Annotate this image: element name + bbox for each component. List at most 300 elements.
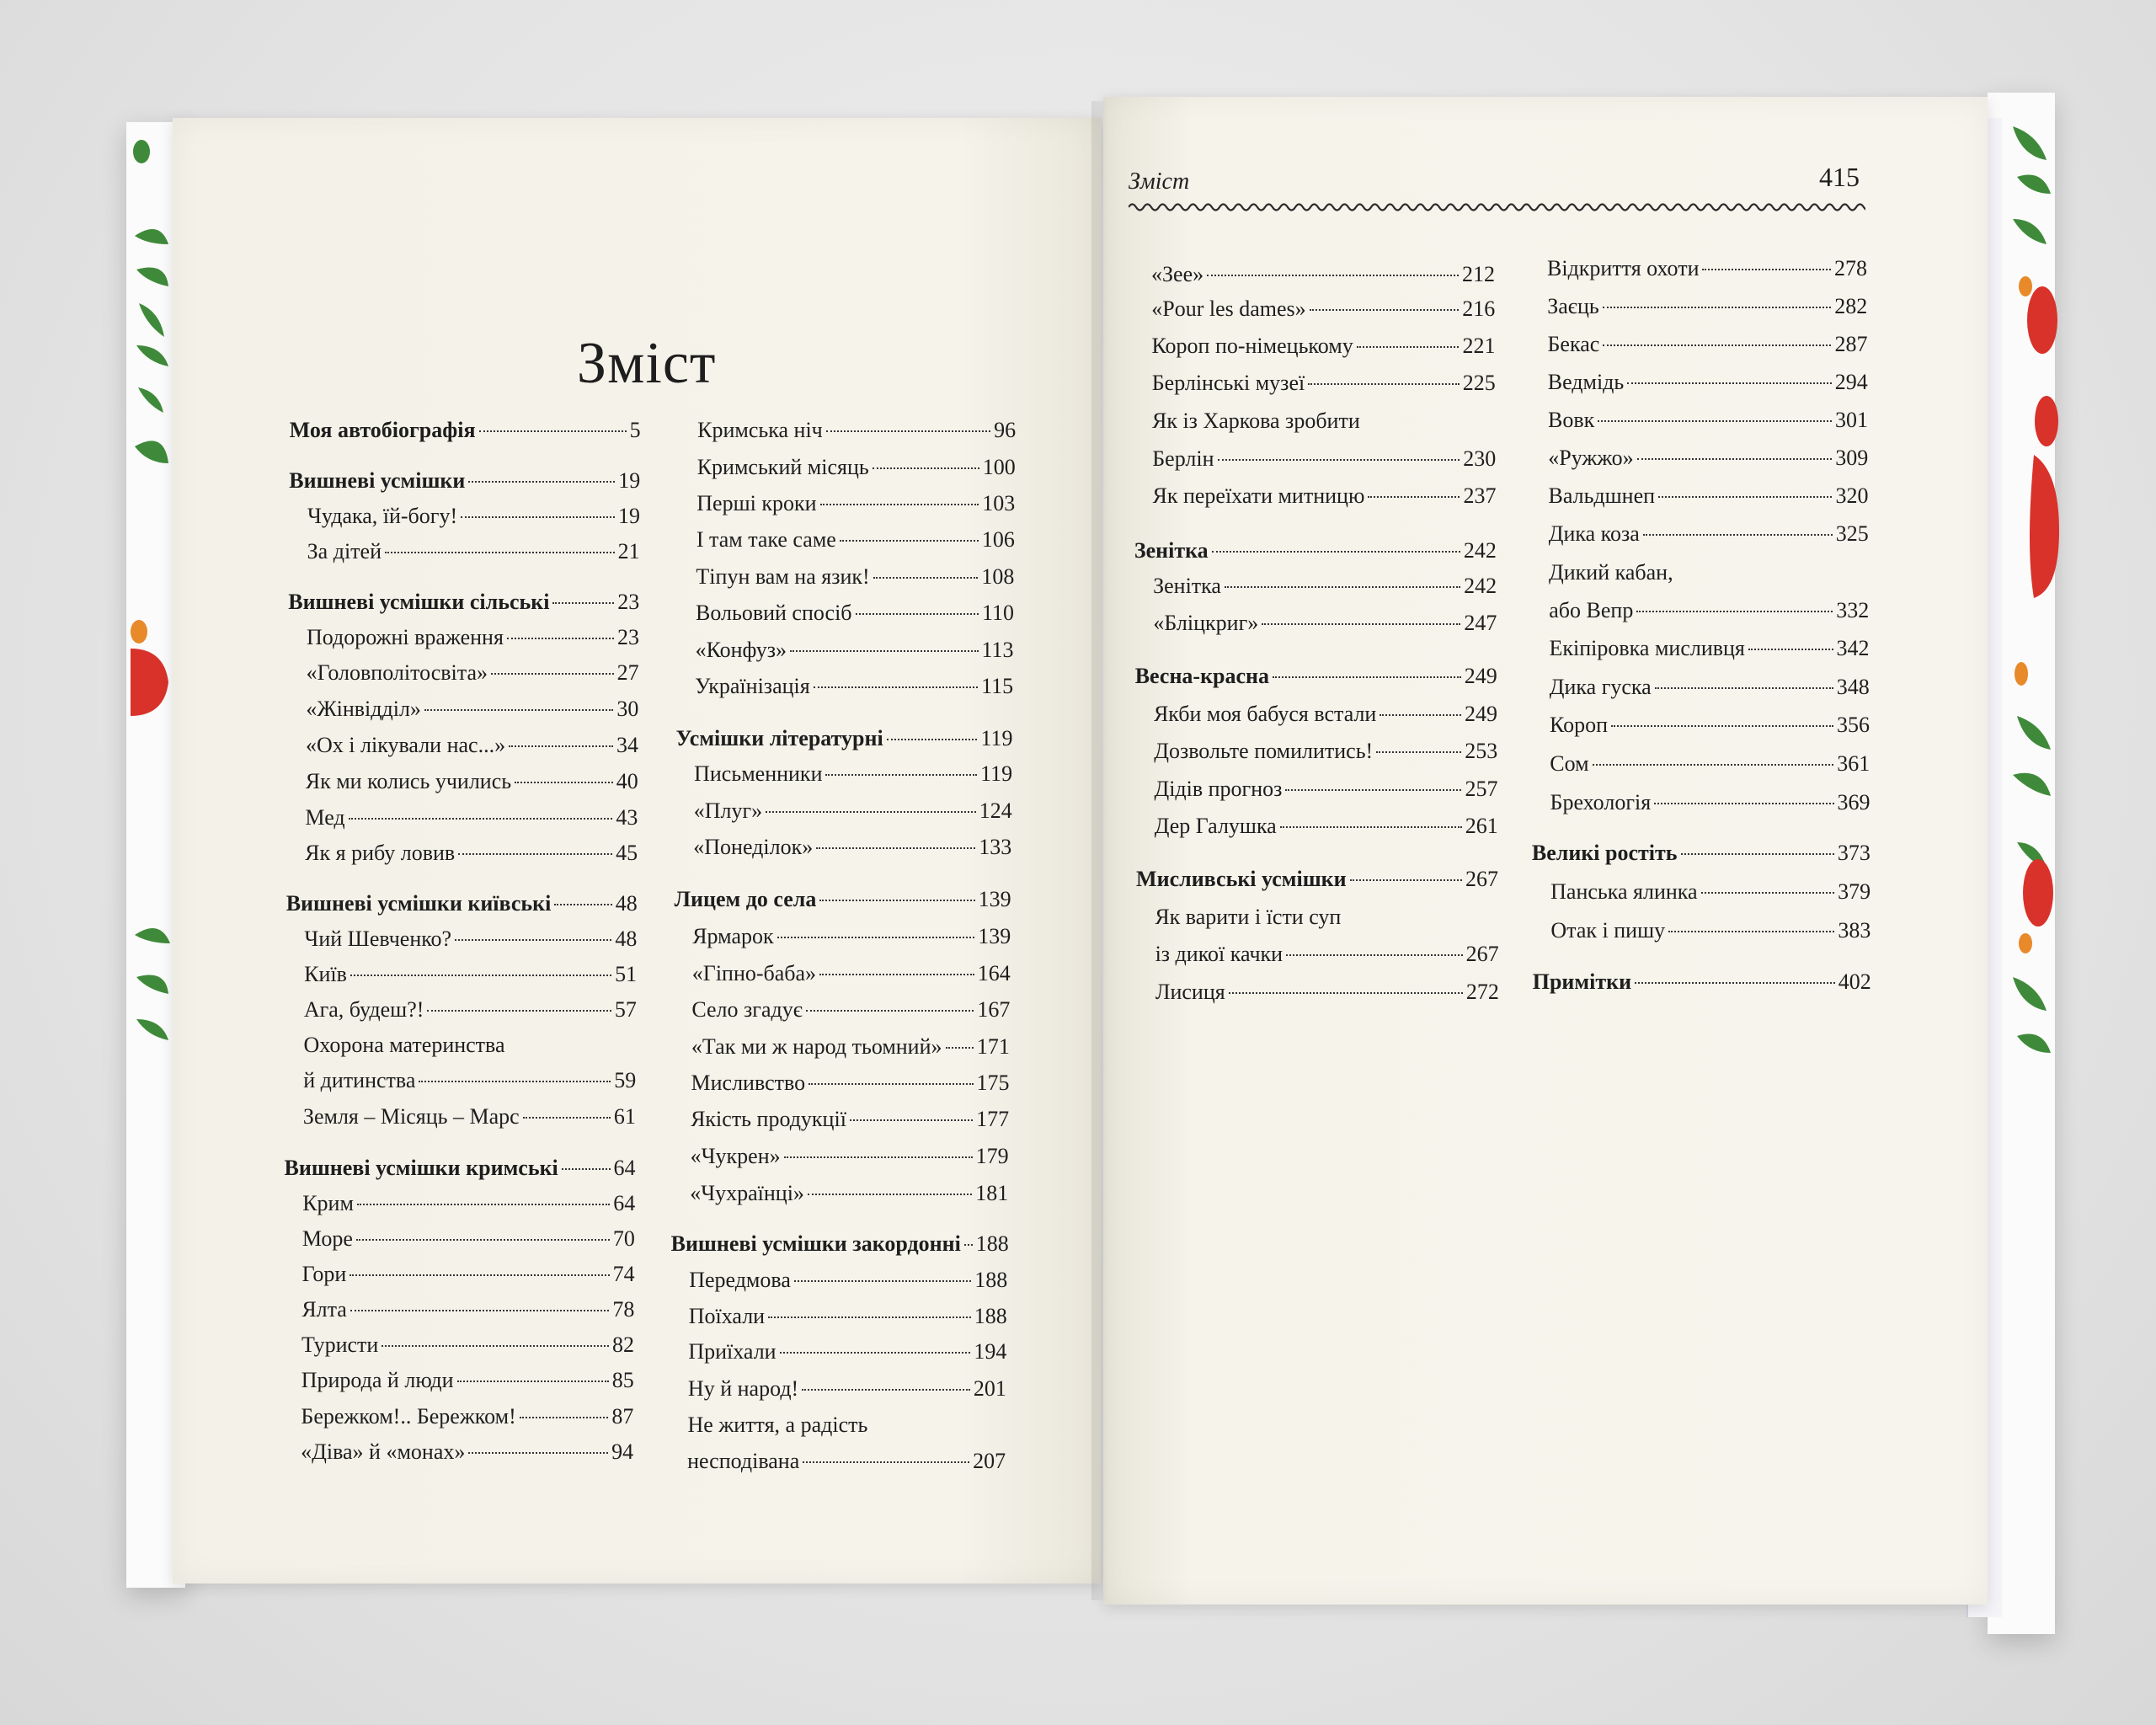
dot-leader [784, 1156, 973, 1158]
toc-entry [305, 805, 638, 830]
dot-leader [1207, 275, 1459, 276]
toc-entry [1151, 296, 1495, 322]
toc-entry-page: 124 [979, 798, 1012, 823]
toc-entry [688, 1376, 1006, 1402]
toc-entry-page: 216 [1462, 296, 1496, 321]
toc-entry-title: Вишневі усмішки кримські [284, 1156, 558, 1180]
toc-entry-title: Туристи [302, 1332, 379, 1357]
toc-entry-page: 74 [612, 1262, 635, 1286]
toc-entry-page: 249 [1464, 664, 1497, 688]
toc-entry-page: 78 [612, 1297, 635, 1322]
toc-entry [691, 1034, 1010, 1060]
dot-leader [1611, 725, 1833, 727]
toc-entry-page: 19 [617, 504, 640, 528]
toc-entry-page: 100 [982, 455, 1016, 479]
toc-entry-title: «Бліцкриг» [1153, 611, 1259, 635]
dot-leader [1308, 383, 1460, 385]
dot-leader [1603, 344, 1831, 346]
toc-entry-page: 225 [1462, 371, 1496, 395]
toc-entry-page: 179 [975, 1144, 1009, 1168]
toc-entry [307, 625, 639, 650]
toc-entry-title: Вишневі усмішки сільські [288, 590, 550, 614]
toc-entry-title: Лицем до села [674, 887, 817, 911]
toc-entry [1155, 814, 1498, 839]
toc-entry-page: 96 [994, 418, 1017, 442]
toc-entry-title: Берлін [1152, 446, 1214, 471]
dot-leader [1280, 826, 1462, 828]
toc-entry-title: Село згадує [691, 997, 803, 1022]
toc-entry-title: Ведмідь [1547, 370, 1625, 394]
toc-entry-title: Не життя, а радість [687, 1413, 868, 1437]
dot-leader [1380, 714, 1461, 716]
dot-leader [873, 577, 979, 579]
dot-leader [455, 939, 611, 941]
toc-entry-page: 164 [977, 961, 1011, 985]
toc-entry-page: 201 [973, 1376, 1006, 1401]
toc-entry-title: «Ох і лікували нас...» [306, 733, 506, 757]
dot-leader [820, 504, 979, 505]
toc-entry [1153, 574, 1497, 599]
toc-entry-title: «Ружжо» [1548, 446, 1634, 470]
toc-entry-title: За дітей [307, 539, 382, 563]
toc-entry [304, 1033, 637, 1058]
dot-leader [1273, 676, 1461, 678]
toc-entry [1547, 294, 1867, 319]
toc-entry-title: Земля – Місяць – Марс [302, 1104, 520, 1129]
toc-entry [288, 590, 639, 615]
toc-entry-page: 242 [1464, 574, 1497, 598]
toc-entry-page: 342 [1836, 636, 1870, 660]
toc-entry-page: 301 [1834, 408, 1868, 432]
toc-entry [1548, 483, 1868, 509]
toc-entry [691, 1107, 1009, 1132]
dot-leader [819, 974, 974, 975]
toc-entry-page: 361 [1837, 751, 1870, 776]
toc-entry-title: І там таке саме [696, 527, 836, 552]
toc-entry [306, 769, 638, 794]
toc-entry-title: Як ми колись учились [305, 769, 512, 793]
dot-leader [357, 1204, 610, 1205]
toc-entry-title: Короп по-німецькому [1151, 334, 1353, 358]
dot-leader [427, 1010, 611, 1012]
dot-leader [458, 853, 612, 855]
wave-divider [1129, 200, 1865, 214]
toc-entry [1550, 790, 1870, 815]
toc-entry [1154, 702, 1497, 727]
toc-entry-title: Мисливство [691, 1071, 806, 1095]
toc-entry-page: 23 [616, 625, 639, 649]
dot-leader [1286, 954, 1462, 956]
toc-entry [671, 1231, 1008, 1257]
toc-entry-title: «Зее» [1151, 262, 1204, 286]
toc-entry [691, 1144, 1009, 1169]
toc-entry-title: Сом [1550, 751, 1589, 776]
toc-entry [1549, 598, 1869, 623]
toc-entry [305, 841, 638, 866]
dot-leader [1655, 687, 1833, 689]
toc-entry-title: Вишневі усмішки закордонні [670, 1231, 961, 1256]
dot-leader [1310, 309, 1460, 311]
toc-entry-title: Кримська ніч [697, 418, 823, 442]
dot-leader [1285, 789, 1461, 791]
toc-entry-page: 272 [1465, 980, 1499, 1004]
toc-entry-page: 249 [1464, 702, 1497, 726]
toc-entry [285, 1156, 636, 1181]
dot-leader [1702, 269, 1831, 270]
toc-entry [303, 1068, 636, 1093]
toc-entry-title: Великі ростіть [1531, 841, 1678, 865]
toc-entry-page: 373 [1837, 841, 1870, 865]
toc-entry [1154, 739, 1497, 764]
toc-entry [1550, 879, 1870, 905]
dot-leader [1357, 346, 1460, 348]
toc-entry [1155, 905, 1498, 930]
dot-leader [523, 1117, 611, 1119]
toc-entry [1154, 777, 1497, 802]
dot-leader [1654, 803, 1833, 804]
dot-leader [802, 1389, 970, 1391]
toc-entry-title: або Вепр [1549, 598, 1634, 622]
toc-entry-page: 230 [1463, 446, 1497, 471]
dot-leader [457, 1381, 609, 1382]
toc-entry-page: 5 [629, 418, 641, 442]
toc-entry-page: 247 [1464, 611, 1497, 635]
right-ornament-icon [2009, 101, 2059, 1095]
toc-entry-page: 177 [976, 1107, 1010, 1131]
dot-leader [1635, 982, 1835, 984]
toc-entry-title: Мед [305, 805, 345, 830]
dot-leader [554, 904, 611, 905]
toc-entry-title: Бережком!.. Бережком! [301, 1404, 516, 1429]
toc-entry-page: 188 [974, 1304, 1007, 1328]
toc-entry [697, 418, 1016, 443]
toc-entry-page: 379 [1838, 879, 1871, 904]
dot-leader [777, 937, 975, 938]
toc-entry [304, 962, 637, 987]
toc-entry [691, 1071, 1010, 1096]
toc-entry-title: Мисливські усмішки [1136, 867, 1347, 891]
toc-entry [1532, 841, 1870, 866]
toc-entry [1550, 918, 1870, 943]
toc-entry [302, 1191, 635, 1216]
toc-entry [302, 1332, 634, 1358]
toc-entry [301, 1439, 633, 1465]
dot-leader [1350, 879, 1462, 881]
dot-leader [552, 602, 614, 604]
toc-entry-page: 45 [616, 841, 638, 865]
toc-entry-page: 221 [1462, 334, 1496, 358]
dot-leader [806, 1010, 974, 1012]
toc-entry-title: Поїхали [688, 1304, 766, 1328]
toc-entry [307, 660, 639, 686]
toc-entry-page: 294 [1834, 370, 1868, 394]
dot-leader [887, 739, 978, 740]
toc-entry-page: 278 [1834, 256, 1867, 280]
toc-entry [306, 697, 638, 722]
toc-entry-title: Українізація [695, 674, 810, 698]
toc-entry [1152, 371, 1496, 396]
dot-leader [1593, 764, 1834, 766]
toc-entry-title: «Жінвідділ» [306, 697, 421, 721]
toc-entry-page: 19 [618, 468, 641, 493]
dot-leader [850, 1119, 973, 1121]
dot-leader [468, 481, 615, 483]
dot-leader [349, 818, 613, 820]
toc-entry-title: несподівана [687, 1449, 800, 1473]
dot-leader [1603, 307, 1832, 308]
toc-entry-page: 325 [1835, 521, 1869, 546]
toc-entry [1550, 636, 1870, 661]
toc-entry [1550, 675, 1870, 700]
toc-entry-title: Дика гуска [1549, 675, 1652, 699]
toc-entry-title: Вольовий спосіб [696, 601, 852, 625]
toc-entry [697, 455, 1016, 480]
toc-entry [694, 761, 1012, 787]
toc-entry-page: 110 [981, 601, 1014, 625]
dot-leader [803, 1461, 969, 1463]
toc-entry-page: 43 [616, 805, 638, 830]
toc-entry-page: 139 [978, 887, 1011, 911]
toc-entry-title: «Конфуз» [695, 638, 787, 662]
toc-entry-page: 48 [615, 891, 638, 916]
toc-entry [696, 601, 1014, 626]
toc-entry [1152, 483, 1496, 509]
toc-entry-title: Ну й народ! [687, 1376, 799, 1401]
toc-entry [306, 733, 638, 758]
dot-leader [1376, 751, 1461, 753]
toc-entry [689, 1268, 1007, 1293]
toc-entry-page: 188 [975, 1231, 1009, 1256]
toc-entry-title: Зенітка [1153, 574, 1221, 598]
toc-entry-page: 64 [613, 1191, 636, 1215]
toc-entry-title: Дідів прогноз [1154, 777, 1283, 801]
toc-entry [1548, 408, 1868, 433]
toc-entry [687, 1449, 1006, 1474]
toc-entry-title: із дикої качки [1155, 942, 1283, 966]
toc-entry [1155, 942, 1499, 967]
dot-leader [768, 1316, 971, 1318]
toc-entry [1547, 332, 1867, 357]
toc-entry [302, 1262, 635, 1287]
toc-entry [1155, 980, 1499, 1005]
toc-entry-page: 51 [615, 962, 638, 986]
toc-entry-title: «Чукрен» [690, 1144, 781, 1168]
toc-entry-title: «Чухраїнці» [690, 1181, 804, 1205]
toc-entry [1151, 334, 1495, 359]
toc-entry [307, 539, 640, 564]
dot-leader [840, 540, 979, 542]
toc-entry [1136, 867, 1498, 892]
dot-leader [1229, 992, 1463, 994]
toc-entry-title: Брехологія [1550, 790, 1652, 814]
dot-leader [424, 709, 613, 711]
toc-entry [695, 674, 1013, 699]
dot-leader [382, 1345, 609, 1347]
dot-leader [808, 1194, 972, 1195]
dot-leader [520, 1417, 609, 1418]
dot-leader [814, 686, 978, 688]
toc-entry-title: Охорона материнства [303, 1033, 505, 1057]
toc-entry-page: 320 [1835, 483, 1869, 508]
dot-leader [419, 1081, 611, 1082]
dot-leader [350, 975, 611, 976]
dot-leader [509, 745, 613, 747]
dot-leader [1212, 551, 1460, 553]
dot-leader [964, 1244, 973, 1246]
dot-leader [1368, 496, 1460, 498]
toc-entry-title: Як переїхати митницю [1152, 483, 1365, 508]
toc-entry-page: 30 [616, 697, 639, 721]
dot-leader [1681, 853, 1834, 855]
toc-entry-page: 85 [611, 1368, 634, 1392]
toc-entry-title: Вовк [1547, 408, 1595, 432]
toc-entry-page: 194 [974, 1339, 1007, 1364]
toc-entry-title: Якби моя бабуся встали [1153, 702, 1377, 726]
toc-entry-title: «Так ми ж народ тьомний» [691, 1034, 942, 1059]
toc-entry-title: Перші кроки [696, 491, 817, 515]
toc-entry [286, 891, 638, 916]
toc-entry [1152, 409, 1496, 434]
toc-entry-title: Як я рибу ловив [305, 841, 456, 865]
toc-entry [1550, 713, 1870, 738]
toc-entry [696, 527, 1015, 553]
page-title: Зміст [577, 331, 717, 396]
toc-entry-page: 267 [1465, 942, 1499, 966]
toc-entry-page: 108 [981, 564, 1015, 589]
dot-leader [507, 638, 614, 639]
toc-entry-page: 242 [1463, 538, 1497, 563]
dot-leader [1627, 382, 1831, 384]
toc-entry [303, 1104, 636, 1130]
toc-entry [304, 927, 637, 952]
toc-entry-title: «Понеділок» [693, 835, 814, 859]
toc-entry-page: 57 [614, 997, 637, 1022]
toc-entry-title: Бекас [1547, 332, 1600, 356]
running-head: Зміст [1129, 168, 1190, 195]
toc-entry-title: Чудака, їй-богу! [307, 504, 458, 528]
toc-entry-title: Гори [302, 1262, 347, 1286]
toc-entry [692, 924, 1011, 949]
dot-leader [1218, 459, 1460, 461]
toc-entry-page: 119 [980, 726, 1013, 750]
toc-entry-page: 402 [1838, 969, 1871, 994]
dot-leader [790, 650, 979, 652]
toc-entry [676, 726, 1013, 751]
toc-entry-title: Дозвольте помилитись! [1154, 739, 1374, 763]
toc-entry [688, 1413, 1006, 1438]
toc-entry-title: Дикий кабан, [1549, 560, 1673, 585]
dot-leader [873, 467, 979, 469]
toc-entry-page: 348 [1836, 675, 1870, 699]
dot-leader [350, 1310, 609, 1311]
toc-entry [304, 997, 637, 1023]
toc-entry [1550, 751, 1870, 777]
toc-entry-title: «Діва» й «монах» [301, 1439, 466, 1464]
toc-entry-page: 61 [613, 1104, 636, 1129]
toc-entry-page: 332 [1836, 598, 1870, 622]
toc-entry-title: Як варити і їсти суп [1155, 905, 1342, 929]
toc-entry-page: 383 [1838, 918, 1871, 943]
toc-entry [690, 1181, 1008, 1206]
dot-leader [825, 774, 977, 776]
toc-entry-page: 40 [616, 769, 638, 793]
toc-entry-title: Зенітка [1134, 538, 1209, 563]
toc-entry-title: Берлінські музеї [1151, 371, 1305, 395]
toc-entry-title: Природа й люди [301, 1368, 454, 1392]
toc-entry-title: Київ [304, 962, 347, 986]
toc-entry-title: Подорожні враження [306, 625, 504, 649]
dot-leader [1668, 931, 1834, 932]
toc-entry-title: Панська ялинка [1550, 879, 1698, 904]
toc-entry-title: Примітки [1532, 969, 1632, 994]
toc-entry-page: 369 [1837, 790, 1870, 814]
toc-entry [694, 798, 1012, 824]
dot-leader [816, 847, 975, 849]
dot-leader [1262, 623, 1460, 625]
dot-leader [515, 782, 613, 783]
toc-entry [696, 564, 1014, 590]
toc-entry-page: 113 [981, 638, 1014, 662]
toc-entry-title: Передмова [689, 1268, 791, 1292]
toc-entry-title: Отак і пишу [1550, 918, 1666, 943]
toc-entry-page: 106 [981, 527, 1015, 552]
dot-leader [562, 1168, 611, 1170]
toc-entry [1547, 256, 1867, 281]
toc-entry-page: 133 [979, 835, 1012, 859]
toc-entry-title: «Pour les dames» [1151, 296, 1306, 321]
toc-entry-title: Приїхали [688, 1339, 776, 1364]
toc-entry-page: 82 [612, 1332, 635, 1357]
dot-leader [1701, 892, 1835, 894]
toc-entry-title: Відкриття охоти [1547, 256, 1700, 280]
toc-entry [688, 1339, 1006, 1365]
toc-entry-page: 212 [1462, 262, 1496, 286]
toc-entry-title: «Гіпно-баба» [691, 961, 817, 985]
toc-entry-page: 207 [973, 1449, 1006, 1473]
toc-entry [1548, 370, 1868, 395]
dot-leader [946, 1047, 974, 1049]
toc-entry-page: 103 [982, 491, 1016, 515]
toc-entry-title: Кримський місяць [696, 455, 869, 479]
toc-entry-page: 257 [1465, 777, 1498, 801]
toc-entry-title: Екіпіровка мисливця [1549, 636, 1745, 660]
dot-leader [1637, 458, 1833, 460]
toc-entry [289, 468, 640, 494]
toc-entry [1134, 538, 1497, 563]
toc-entry [693, 835, 1011, 860]
toc-entry [1135, 664, 1497, 689]
toc-entry [1151, 262, 1495, 287]
dot-leader [468, 1452, 608, 1454]
toc-entry-page: 267 [1465, 867, 1499, 891]
toc-entry [302, 1226, 635, 1252]
toc-entry [696, 638, 1014, 663]
left-ornament-icon [126, 126, 177, 1053]
toc-entry-page: 119 [980, 761, 1013, 786]
dot-leader [1658, 496, 1832, 498]
toc-entry [1153, 611, 1497, 636]
dot-leader [461, 516, 615, 518]
page-number: 415 [1819, 162, 1860, 192]
toc-entry-title: Ялта [302, 1297, 347, 1322]
dot-leader [808, 1083, 973, 1085]
toc-entry [689, 1304, 1007, 1329]
dot-leader [1636, 611, 1833, 612]
toc-entry-title: Моя автобіографія [289, 418, 476, 442]
dot-leader [780, 1352, 971, 1354]
toc-entry [692, 961, 1011, 986]
toc-entry-title: Море [302, 1226, 353, 1251]
